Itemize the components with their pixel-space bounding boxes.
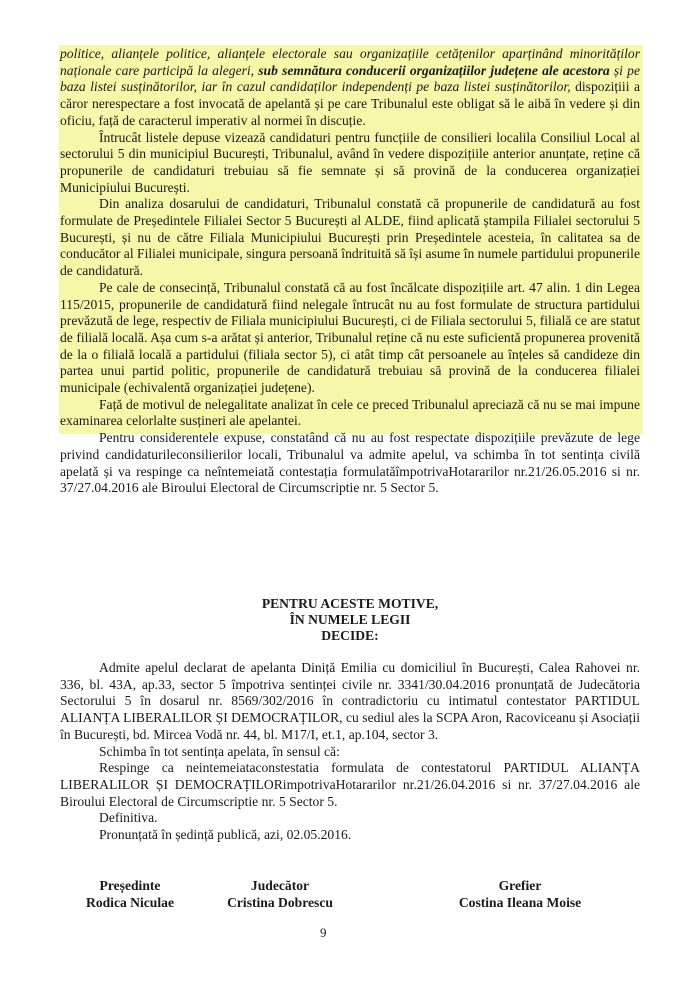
decision-respinge: Respinge ca neintemeiataconstestatia formulata de contestatorul PARTIDUL ALIANȚA LIBERALILOR ȘI DEMOCRAȚILORimpotrivaHotararilor nr.21/26.04.2016 si nr. 37/27.04.2016 ale Biroului Electoral de Circumscriptie nr. 5 Sector 5. bbox=[60, 760, 640, 809]
paragraph-6: Pentru considerentele expuse, constatând că nu au fost respectate dispozițiile prevăzute de lege privind candidaturileconsilierilor locali, Tribunalul va admite apelul, va schimba în tot sentința civilă apelată și va respinge ca neîntemeiată contestația formulatăîmpotrivaHotararilor nr.21/26.05.2016 si nr. 37/27.04.2016 ale Biroului Electoral de Circumscriptie nr. 5 Sector 5. bbox=[60, 430, 640, 496]
p1-bold-italic: sub semnătura conducerii organizațiilor județene ale acestora bbox=[254, 62, 610, 78]
grefier-title: Grefier bbox=[498, 878, 542, 893]
p1-plain: dispozițiii a căror nerespectare a fost invocată de apelantă și pe care Tribunalul este obligat să le aibă în vedere și din oficiu, față de caracterul imperativ al normei în discuție. bbox=[60, 79, 640, 128]
paragraph-1 bbox=[60, 46, 640, 130]
heading-decide: DECIDE: bbox=[321, 628, 379, 643]
judecator-name: Cristina Dobrescu bbox=[227, 895, 333, 910]
paragraph-2: Întrucât listele depuse vizează candidaturi pentru funcțiile de consilieri localila Consiliul Local al sectorului 5 din municipiul București, Tribunalul, având în vedere dispozițiile anterior anunțate, reține că propunerile de candidaturi trebuiau să fie semnate și să provină de la conducerea organizației Municipiului București. bbox=[60, 129, 640, 195]
decision-section bbox=[60, 660, 640, 844]
decision-definitiva: Definitiva. bbox=[99, 810, 158, 826]
p1-italic-2: și pe baza listei susținătorilor, iar în cazul candidaților independenți pe baza listei susținătorilor, bbox=[60, 62, 640, 95]
heading-motive: PENTRU ACESTE MOTIVE, bbox=[261, 596, 439, 611]
page-number: 9 bbox=[320, 925, 327, 940]
decision-pronuntata: Pronunțată în ședință publică, azi, 02.05.2016. bbox=[99, 827, 352, 843]
paragraph-3: Din analiza dosarului de candidaturi, Tribunalul constată că propunerile de candidatură au fost formulate de Președintele Filialei Sector 5 București al ALDE, fiind aplicată ștampila Filialei sectorului 5 București, și nu de către Filiala Municipiului București prin Președintele acesteia, în calitatea sa de conducător al Filialei municipale, singura persoană îndrituită să își asume în numele partidului propunerile de candidatură. bbox=[60, 196, 640, 279]
presedinte-title: Președinte bbox=[99, 878, 161, 893]
highlighted-section bbox=[60, 46, 640, 497]
signature-grefier bbox=[430, 877, 610, 911]
judecator-title: Judecător bbox=[250, 878, 310, 893]
paragraph-4: Pe cale de consecință, Tribunalul constată că au fost încălcate dispozițiile art. 47 alin. 1 din Legea 115/2015, propunerile de candidatură fiind nelegale întrucât nu au fost formulate de structura partidului prevăzută de lege, respectiv de Filiala municipiului București, ci de Filiala sectorului 5, filială ce are statut de filială locală. Așa cum s-a arătat și anterior, Tribunalul reține că nu este suficientă propunerea provenită de la o filială locală a partidului (filiala sector 5), ci atât timp cât persoanele au înțeles să candideze din partea unui partid politic, propunerile de candidatură trebuiau să provină de la conducerea filialei municipale (echivalentă organizației județene). bbox=[60, 279, 640, 396]
grefier-name: Costina Ileana Moise bbox=[458, 895, 582, 910]
presedinte-name: Rodica Niculae bbox=[86, 895, 174, 910]
signature-judecator bbox=[205, 877, 355, 911]
paragraph-5: Față de motivul de nelegalitate analizat în cele ce preced Tribunalul apreciază că nu se mai impune examinarea celorlalte susțineri ale apelantei. bbox=[60, 396, 640, 429]
decision-admite: Admite apelul declarat de apelanta Diniță Emilia cu domiciliul în București, Calea Rahovei nr. 336, bl. 43A, ap.33, sector 5 împotriva sentinței civile nr. 3341/30.04.2016 pronunțată de Judecătoria Sectorului 5 în dosarul nr. 8569/302/2016 în contradictoriu cu intimatul contestator PARTIDUL ALIANȚA LIBERALILOR ȘI DEMOCRAȚILOR, cu sediul ales la SCPA Aron, Racoviceanu și Asociații în București, bd. Mircea Vodă nr. 44, bl. M17/I, et.1, ap.104, sector 3. bbox=[60, 660, 640, 742]
decision-schimba: Schimba în tot sentința apelata, în sensul că: bbox=[99, 743, 340, 759]
heading-legii: ÎN NUMELE LEGII bbox=[289, 612, 411, 627]
signature-presedinte bbox=[60, 877, 200, 911]
p1-italic: politice, alianțele politice, alianțele electorale sau organizațiile cetățenilor aparținând minorităților naționale care participă la alegeri, bbox=[60, 46, 640, 78]
